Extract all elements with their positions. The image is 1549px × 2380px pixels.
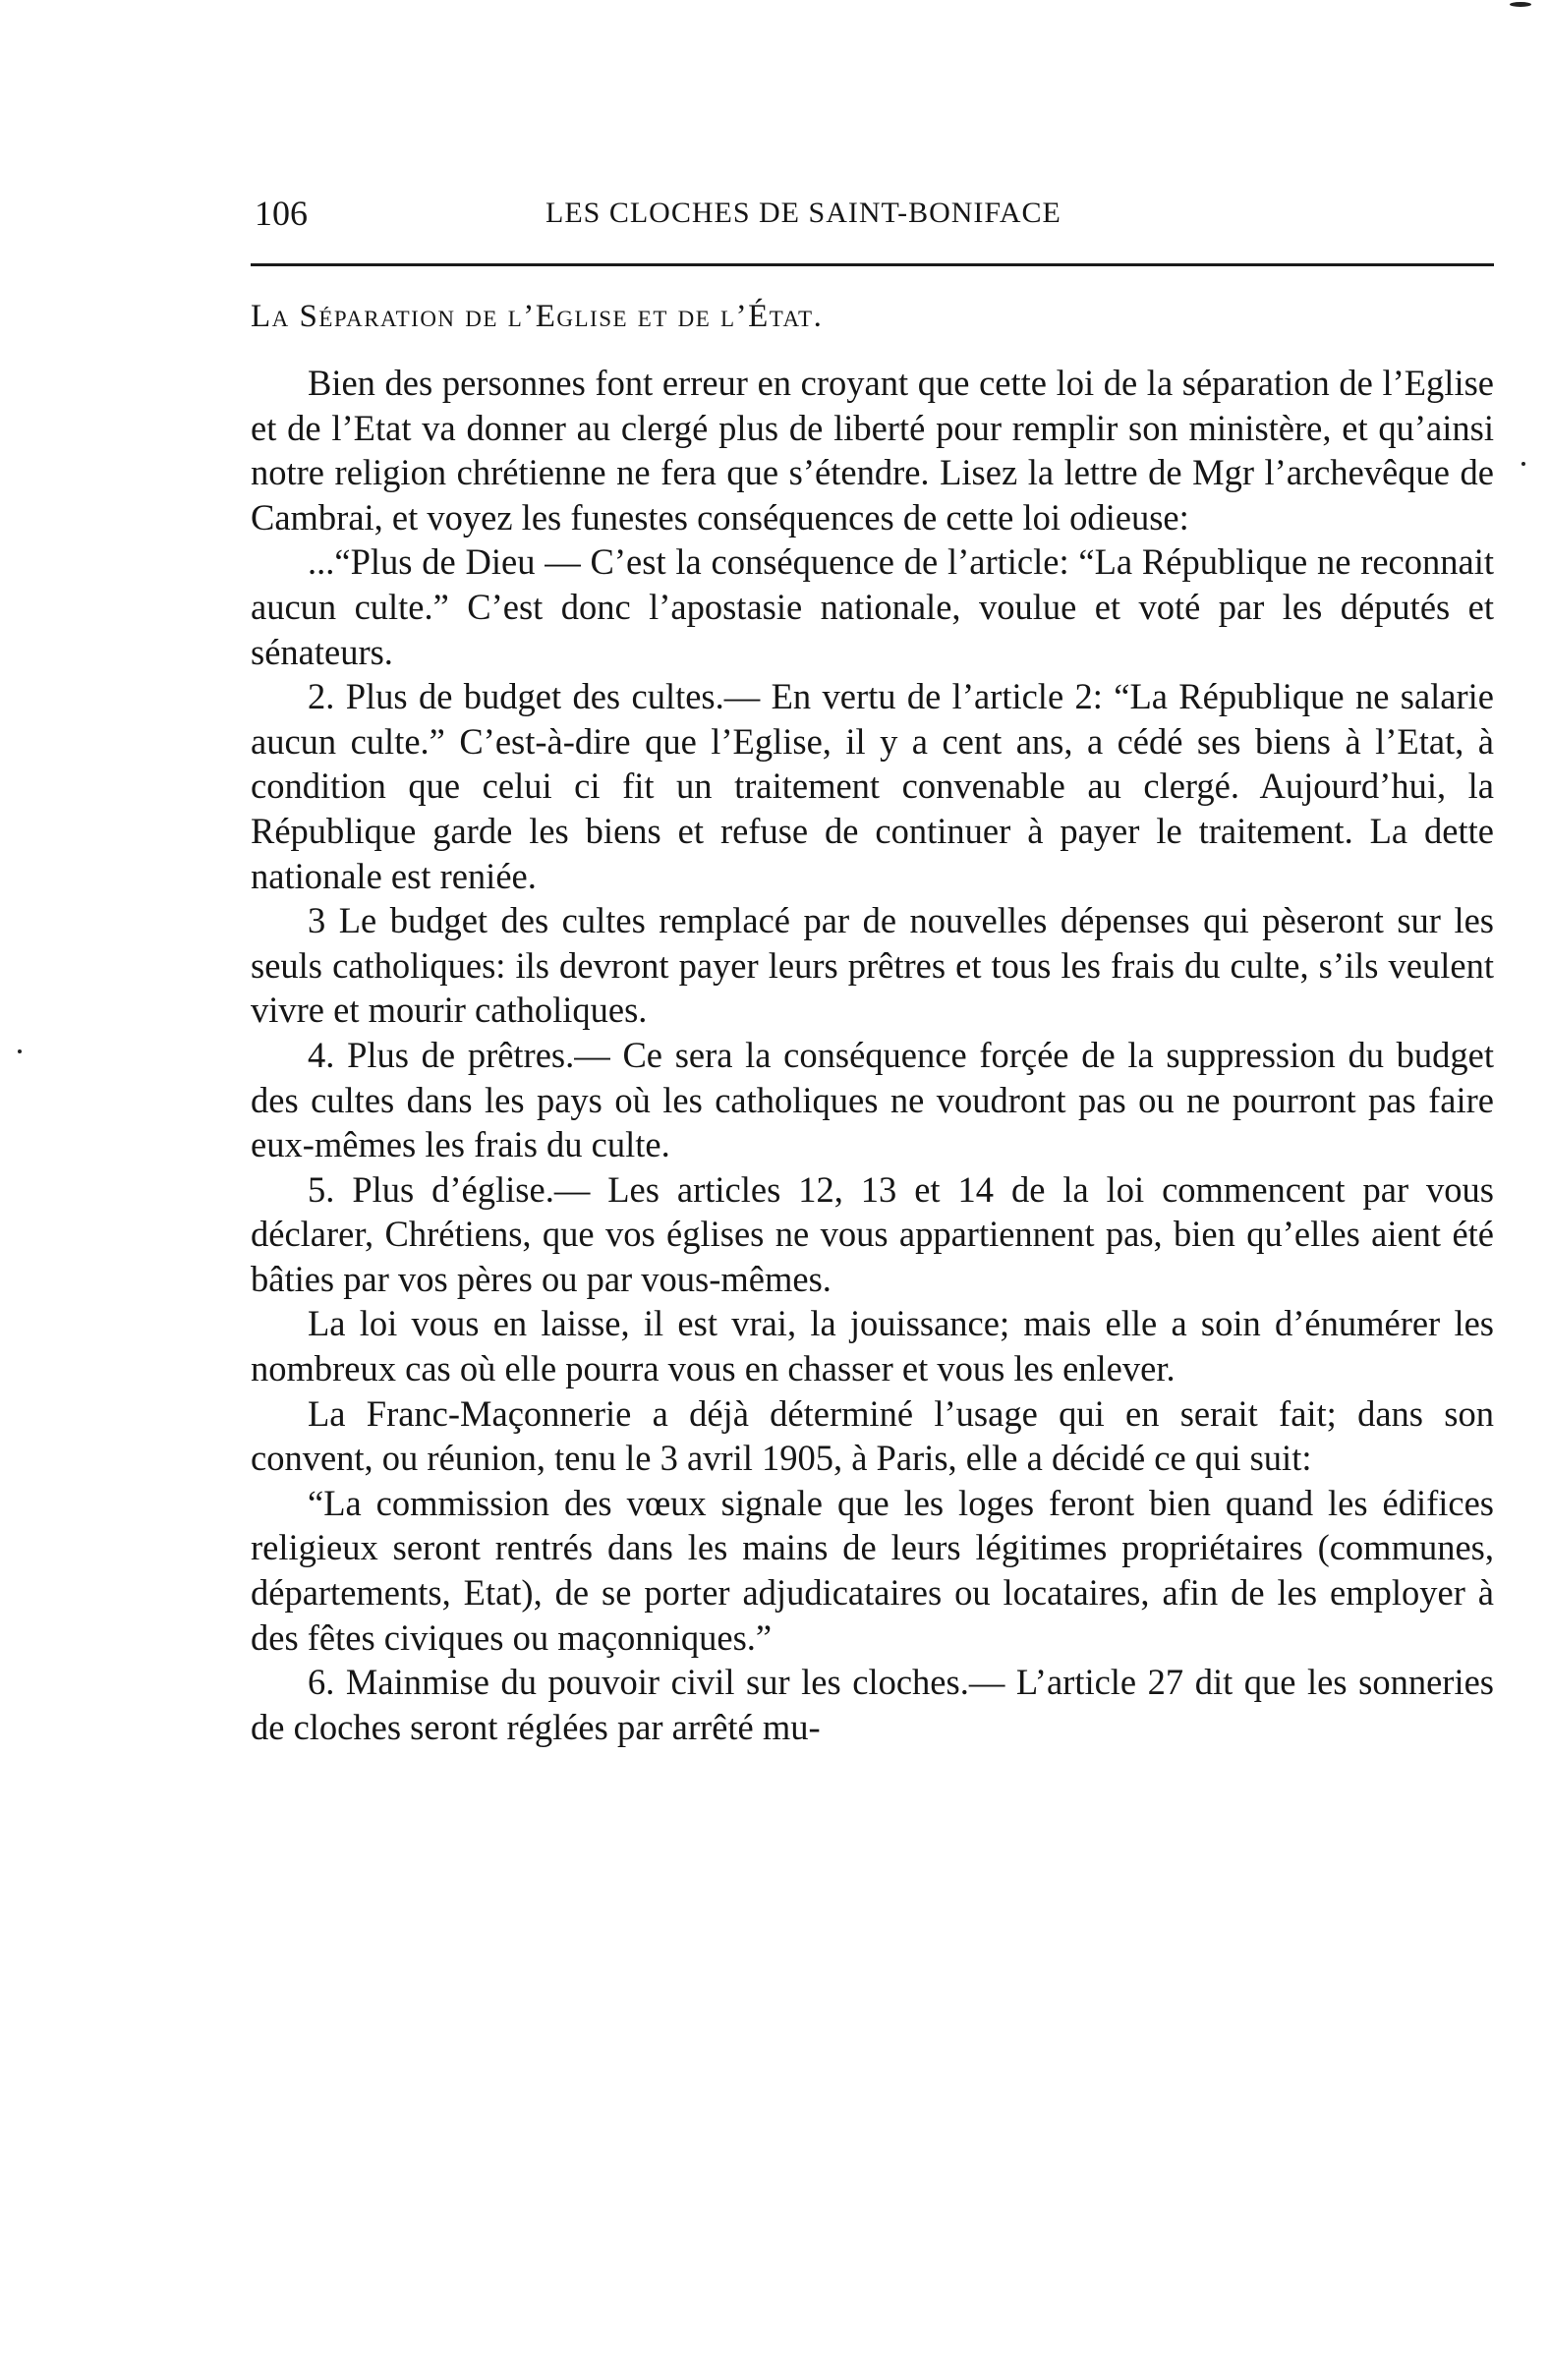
page-number: 106 — [255, 194, 308, 233]
running-head — [251, 190, 1494, 237]
paragraph: 4. Plus de prêtres.— Ce sera la conséquence forçée de la suppression du budget des cultes dans les pays où les catholiques ne voudront pas ou ne pourront pas faire eux-mêmes les frais du culte. — [251, 1034, 1494, 1165]
paragraph: Bien des personnes font erreur en croyant que cette loi de la séparation de l’Eglise et de l’Etat va donner au clergé plus de liberté pour remplir son ministère, et qu’ainsi notre religion chrétienne ne fera que s’étendre. Lisez la lettre de Mgr l’archevêque de Cambrai, et voyez les funestes conséquences de cette loi odieuse: — [251, 363, 1494, 538]
scan-speck — [1510, 2, 1531, 7]
book-page — [251, 0, 1494, 2380]
paragraph: 6. Mainmise du pouvoir civil sur les cloches.— L’article 27 dit que les sonneries de cloches seront réglées par arrêté mu- — [251, 1662, 1494, 1747]
paragraph: 5. Plus d’église.— Les articles 12, 13 et 14 de la loi commencent par vous déclarer, Chrétiens, que vos églises ne vous appartiennent pas, bien qu’elles aient été bâties par vos pères ou par vous-mêmes. — [251, 1168, 1494, 1299]
scan-speck — [18, 1049, 22, 1053]
paragraph: La Franc-Maçonnerie a déjà déterminé l’usage qui en serait fait; dans son convent, ou réunion, tenu le 3 avril 1905, à Paris, elle a décidé ce qui suit: — [251, 1392, 1494, 1479]
paragraph: 3 Le budget des cultes remplacé par de nouvelles dépenses qui pèseront sur les seuls catholiques: ils devront payer leurs prêtres et tous les frais du culte, s’ils veulent vivre et mourir catholiques. — [251, 900, 1494, 1031]
scan-speck — [1521, 462, 1525, 466]
paragraph: 2. Plus de budget des cultes.— En vertu de l’article 2: “La République ne salarie aucun culte.” C’est-à-dire que l’Eglise, il y a cent ans, a cédé ses biens à l’Etat, à condition que celui ci fit un traitement convenable au clergé. Aujourd’hui, la République garde les biens et refuse de continuer à payer le traitement. La dette nationale est reniée. — [251, 676, 1494, 896]
body-text — [251, 361, 1494, 1749]
header-rule — [251, 263, 1494, 266]
paragraph: La loi vous en laisse, il est vrai, la jouissance; mais elle a soin d’énumérer les nombreux cas où elle pourra vous en chasser et vous les enlever. — [251, 1303, 1494, 1389]
paragraph: ...“Plus de Dieu — C’est la conséquence de l’article: “La République ne reconnait aucun culte.” C’est donc l’apostasie nationale, voulue et voté par les députés et sénateurs. — [251, 541, 1494, 672]
running-title: LES CLOCHES DE SAINT-BONIFACE — [545, 197, 1061, 229]
section-title: La Séparation de l’Eglise et de l’État. — [251, 299, 824, 334]
paragraph: “La commission des vœux signale que les loges feront bien quand les édifices religieux seront rentrés dans les mains de leurs légitimes propriétaires (communes, départements, Etat), de se porter adjudicataires ou locataires, afin de les employer à des fêtes civiques ou maçonniques.” — [251, 1482, 1494, 1658]
